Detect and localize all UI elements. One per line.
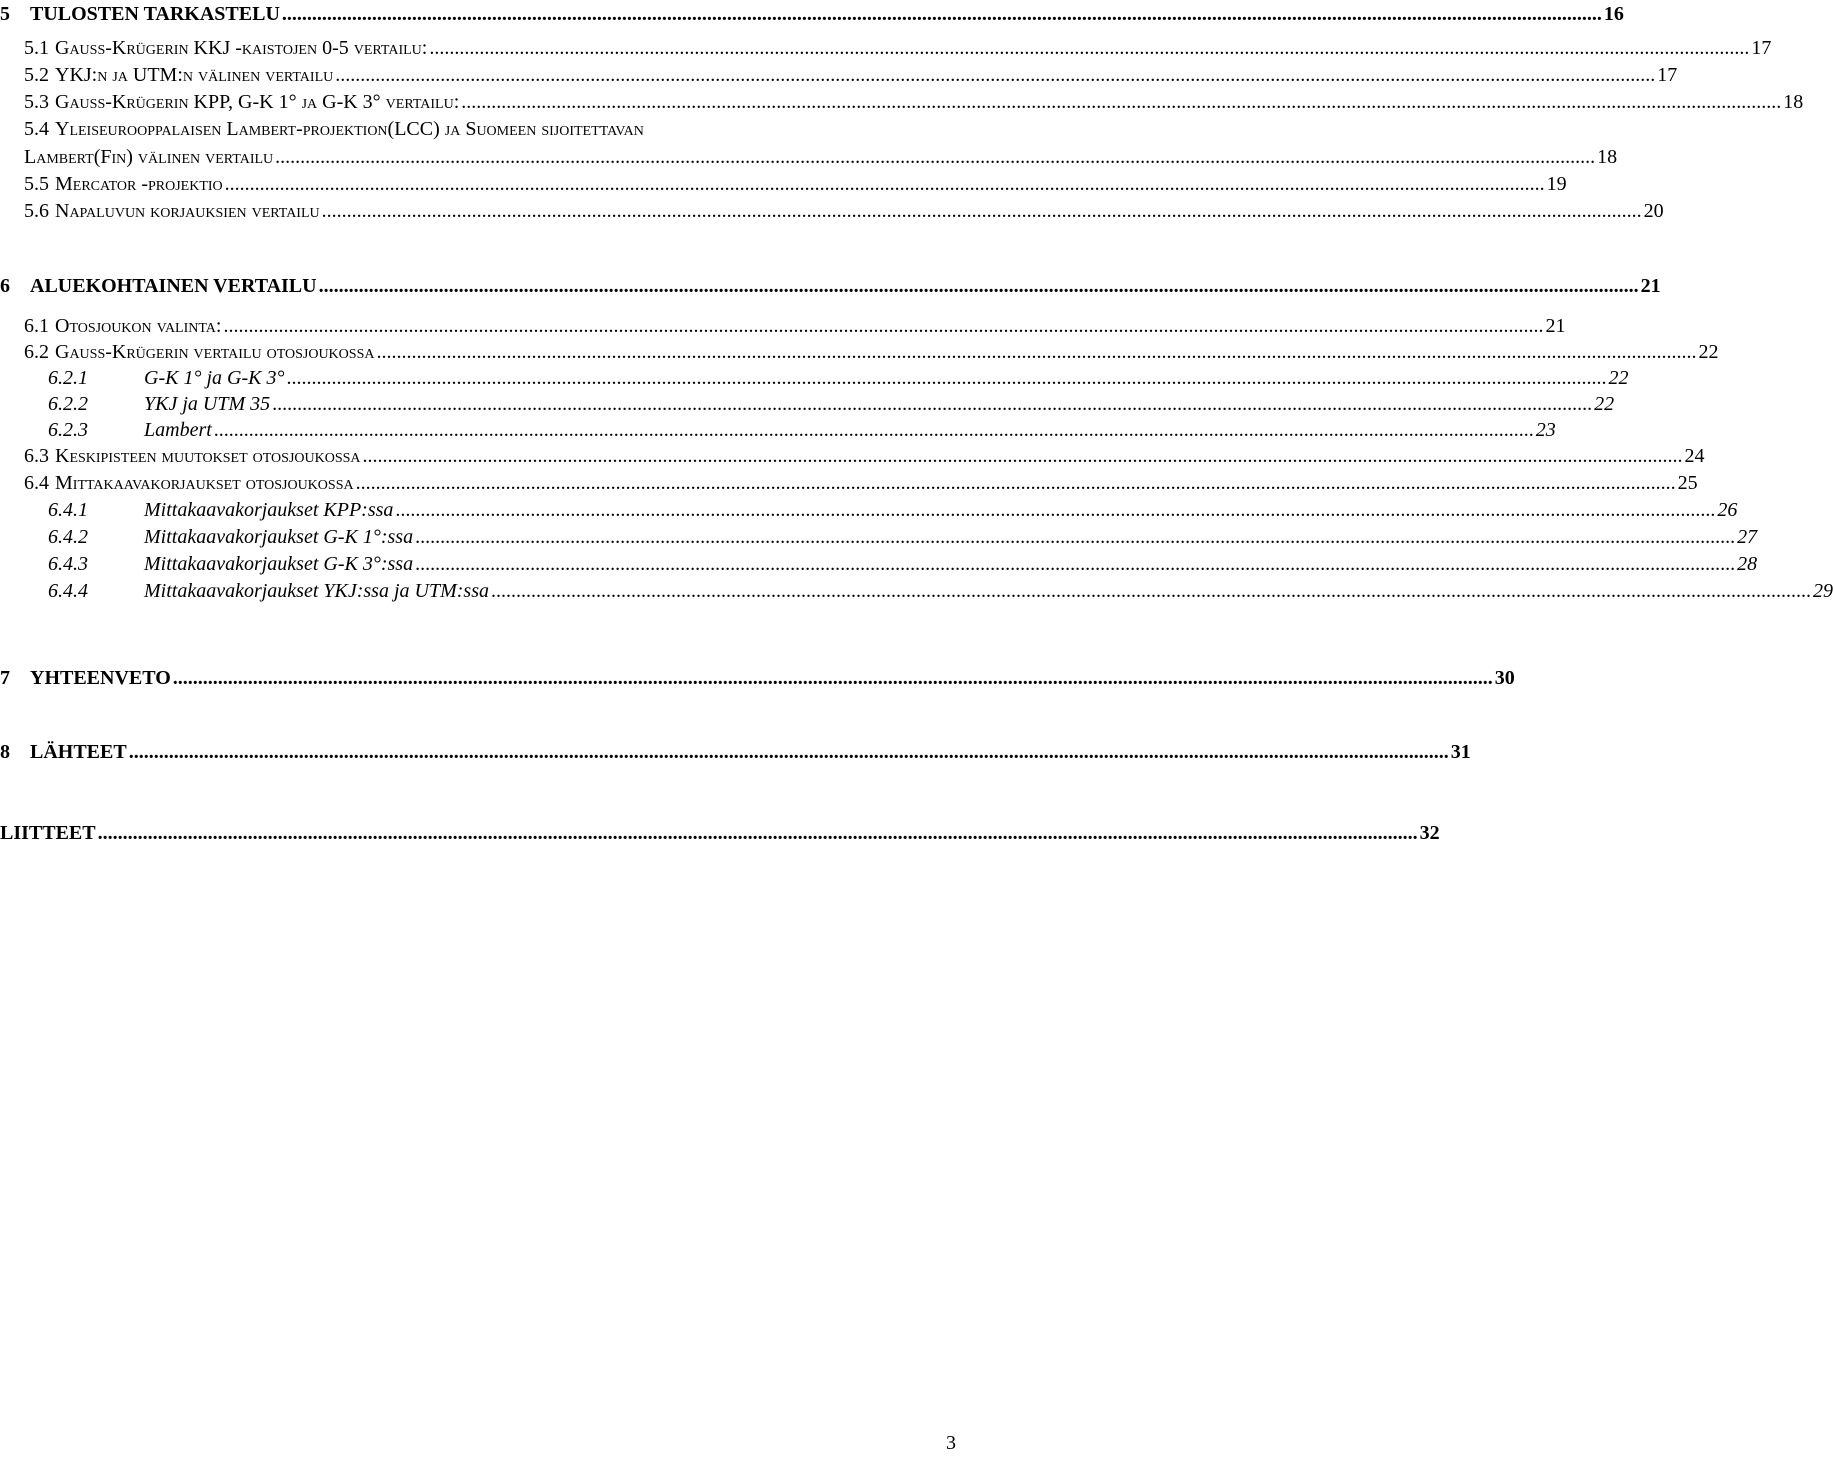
dot-leader: [98, 819, 1418, 847]
toc-entry-label: [24, 170, 223, 198]
toc-entry-label: [24, 442, 361, 470]
toc-entry-page: 21: [1640, 275, 1661, 297]
toc-entry[interactable]: [0, 115, 984, 143]
toc-entry-label: [48, 496, 393, 524]
toc-entry-number: 6: [0, 275, 10, 297]
dot-leader: [214, 416, 1534, 444]
toc-entry-label: [24, 469, 354, 497]
toc-entry-page: 17: [1657, 64, 1678, 86]
toc-entry-title: YKJ:n ja UTM:n välinen vertailu: [55, 64, 334, 86]
dot-leader: [272, 390, 1592, 418]
toc-entry-page: 32: [1419, 822, 1440, 844]
toc-entry[interactable]: [0, 170, 1567, 198]
toc-entry[interactable]: [0, 819, 1440, 847]
toc-entry-title: Mittakaavakorjaukset YKJ:ssa ja UTM:ssa: [144, 580, 489, 602]
dot-leader: [223, 312, 1543, 340]
toc-entry-label: [0, 664, 171, 692]
toc-entry-label: [48, 416, 212, 444]
toc-entry-label: [24, 88, 459, 116]
toc-entry-title: Mittakaavakorjaukset G-K 3°:ssa: [144, 553, 414, 575]
toc-entry-label: [48, 364, 284, 392]
toc-entry-page: 26: [1717, 499, 1738, 521]
toc-entry-page: 24: [1684, 445, 1705, 467]
toc-entry-title: Lambert: [144, 419, 212, 441]
toc-entry[interactable]: [0, 550, 1758, 578]
toc-entry-number: 6.2: [24, 341, 49, 363]
toc-entry[interactable]: [0, 338, 1719, 366]
toc-entry[interactable]: [0, 390, 1615, 418]
toc-entry-number: 5.6: [24, 200, 49, 222]
toc-entry-page: 28: [1737, 553, 1758, 575]
toc-entry-label: [24, 34, 427, 62]
toc-entry[interactable]: [0, 88, 1804, 116]
dot-leader: [356, 469, 1676, 497]
toc-entry-number: 5.4: [24, 118, 49, 140]
toc-entry-label: [24, 115, 644, 143]
dot-leader: [363, 442, 1683, 470]
toc-entry-number: 5.2: [24, 64, 49, 86]
toc-entry-number: 6.4.3: [48, 553, 88, 575]
toc-entry-number: 8: [0, 741, 10, 763]
toc-entry-number: 6.4.4: [48, 580, 88, 602]
dot-leader: [429, 34, 1749, 62]
toc-entry-label: [48, 550, 413, 578]
toc-entry-number: 6.4: [24, 472, 49, 494]
toc-entry-label: [24, 61, 333, 89]
toc-entry-label: [48, 577, 489, 605]
toc-entry-page: 31: [1450, 741, 1471, 763]
toc-entry-label: [48, 523, 413, 551]
toc-entry-title: Gauss-Krügerin vertailu otosjoukossa: [55, 341, 375, 363]
toc-entry-title: YHTEENVETO: [30, 667, 171, 689]
toc-entry-number: 5: [0, 3, 10, 25]
toc-entry-page: 21: [1545, 315, 1566, 337]
toc-entry-label: [0, 0, 280, 28]
toc-entry-label: [24, 312, 221, 340]
toc-entry-title: Gauss-Krügerin KKJ -kaistojen 0-5 vertailu:: [55, 37, 428, 59]
toc-entry-page: 25: [1677, 472, 1698, 494]
toc-entry-title: ALUEKOHTAINEN VERTAILU: [30, 275, 317, 297]
toc-entry-label: [48, 390, 270, 418]
toc-entry-title: LÄHTEET: [30, 741, 127, 763]
toc-entry-page: 16: [1603, 3, 1624, 25]
toc-entry-page: 18: [1783, 91, 1804, 113]
toc-entry[interactable]: [0, 523, 1758, 551]
toc-entry[interactable]: [0, 34, 1772, 62]
toc-entry-title: Lambert(Fin) välinen vertailu: [24, 146, 274, 168]
toc-entry-label: [24, 143, 273, 171]
toc-entry-number: 6.2.1: [48, 367, 88, 389]
toc-entry[interactable]: [0, 312, 1566, 340]
dot-leader: [376, 338, 1696, 366]
toc-entry-number: 6.4.2: [48, 526, 88, 548]
toc-entry[interactable]: [0, 442, 1705, 470]
toc-entry[interactable]: [0, 496, 1738, 524]
toc-entry-page: 17: [1751, 37, 1772, 59]
toc-entry-title: Mittakaavakorjaukset G-K 1°:ssa: [144, 526, 414, 548]
toc-entry-page: 27: [1737, 526, 1758, 548]
toc-entry-label: [24, 338, 374, 366]
toc-entry-number: 5.3: [24, 91, 49, 113]
toc-entry-title: Mittakaavakorjaukset otosjoukossa: [55, 472, 354, 494]
toc-entry-number: 6.3: [24, 445, 49, 467]
toc-entry-title: Otosjoukon valinta:: [55, 315, 222, 337]
toc-entry-title: Napaluvun korjauksien vertailu: [55, 200, 320, 222]
toc-entry-page: 23: [1535, 419, 1556, 441]
toc-entry-title: G-K 1° ja G-K 3°: [144, 367, 285, 389]
toc-entry-label: [0, 738, 127, 766]
toc-entry-number: 7: [0, 667, 10, 689]
toc-entry-title: Mittakaavakorjaukset KPP:ssa: [144, 499, 394, 521]
page-number: 3: [946, 1432, 956, 1454]
toc-entry-title: TULOSTEN TARKASTELU: [30, 3, 280, 25]
toc-entry[interactable]: [0, 143, 1618, 171]
toc-entry-title: Yleiseurooppalaisen Lambert-projektion(LCC) ja Suomeen sijoitettavan: [55, 118, 644, 140]
toc-entry-page: 29: [1812, 580, 1833, 602]
toc-entry-label: [0, 819, 96, 847]
toc-entry-page: 22: [1608, 367, 1629, 389]
dot-leader: [415, 550, 1735, 578]
toc-entry-title: LIITTEET: [0, 822, 96, 844]
dot-leader: [275, 143, 1595, 171]
toc-entry[interactable]: [0, 272, 1661, 300]
toc-entry[interactable]: [0, 197, 1664, 225]
toc-entry-number: 6.4.1: [48, 499, 88, 521]
dot-leader: [335, 61, 1655, 89]
dot-leader: [461, 88, 1781, 116]
toc-entry[interactable]: [0, 738, 1471, 766]
toc-entry-page: 18: [1597, 146, 1618, 168]
toc-entry-label: [24, 197, 320, 225]
toc-entry-title: YKJ ja UTM 35: [144, 393, 271, 415]
dot-leader: [173, 664, 1493, 692]
toc-entry[interactable]: [0, 664, 1515, 692]
toc-entry-title: Gauss-Krügerin KPP, G-K 1° ja G-K 3° vertailu:: [55, 91, 460, 113]
toc-entry-number: 6.2.3: [48, 419, 88, 441]
toc-entry-page: 22: [1698, 341, 1719, 363]
dot-leader: [282, 0, 1602, 28]
toc-entry-title: Mercator -projektio: [55, 173, 223, 195]
toc-entry-title: Keskipisteen muutokset otosjoukossa: [55, 445, 361, 467]
toc-entry-number: 5.1: [24, 37, 49, 59]
dot-leader: [395, 496, 1715, 524]
toc-entry-number: 6.1: [24, 315, 49, 337]
dot-leader: [491, 577, 1811, 605]
toc-entry-page: 22: [1594, 393, 1615, 415]
toc-entry[interactable]: [0, 469, 1698, 497]
dot-leader: [319, 272, 1639, 300]
dot-leader: [129, 738, 1449, 766]
toc-entry-page: 30: [1494, 667, 1515, 689]
toc-entry-page: 20: [1643, 200, 1664, 222]
toc-entry[interactable]: [0, 416, 1556, 444]
dot-leader: [322, 197, 1642, 225]
dot-leader: [286, 364, 1606, 392]
toc-entry[interactable]: [0, 61, 1678, 89]
toc-entry-label: [0, 272, 317, 300]
dot-leader: [225, 170, 1545, 198]
toc-entry[interactable]: [0, 364, 1629, 392]
toc-entry-page: 19: [1546, 173, 1567, 195]
toc-entry[interactable]: [0, 0, 1624, 28]
toc-entry-number: 6.2.2: [48, 393, 88, 415]
dot-leader: [415, 523, 1735, 551]
toc-entry-number: 5.5: [24, 173, 49, 195]
toc-entry[interactable]: [0, 577, 1833, 605]
